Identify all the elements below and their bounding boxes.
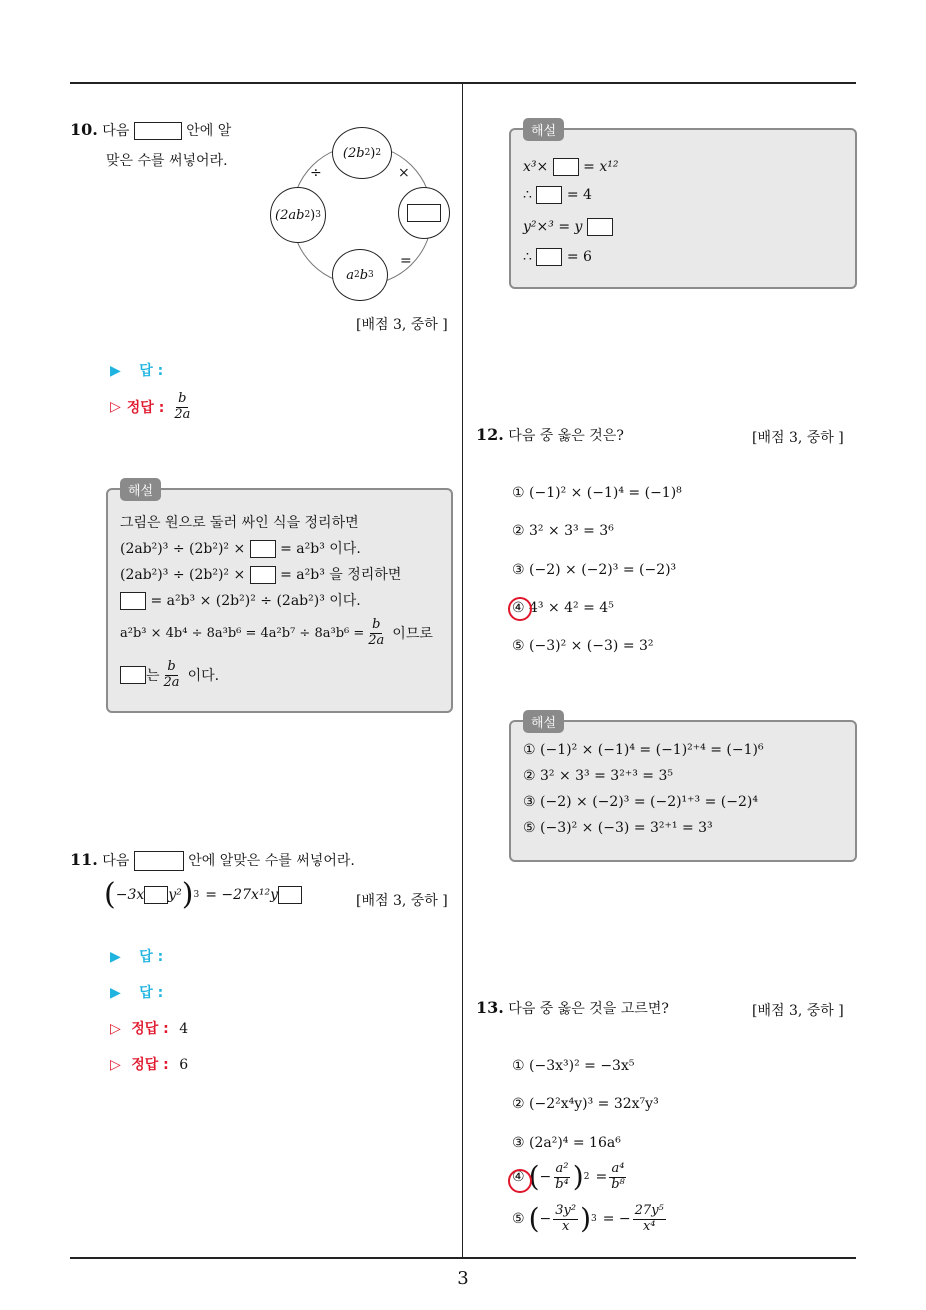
play-icon: ▶ — [110, 949, 121, 965]
correct-answer-row — [110, 1018, 188, 1038]
node-top: (2b 2 ) 2 — [332, 127, 392, 179]
question-text: 다음 — [102, 123, 130, 139]
selected-answer-marker — [508, 1169, 532, 1193]
answer-row — [110, 982, 163, 1002]
solution-line: y²×³ = y — [523, 218, 613, 236]
question-text: 다음 중 옳은 것을 고르면? — [508, 1001, 669, 1017]
question-number: 10. — [70, 120, 98, 139]
solution-line: x³× = x¹² — [523, 159, 619, 175]
correct-label: 정답 : — [131, 1021, 169, 1037]
solution-tag: 해설 — [523, 710, 564, 733]
answer-row — [110, 946, 163, 966]
question-13 — [476, 998, 669, 1018]
question-number: 12. — [476, 425, 504, 444]
question-12 — [476, 425, 624, 445]
option-2: ② 3² × 3³ = 3⁶ — [512, 523, 614, 539]
question-text: 안에 알 — [186, 123, 232, 139]
node-left: (2ab 2 ) 3 — [270, 187, 326, 243]
op-divide: ÷ — [310, 165, 322, 181]
question-11-equation: ( −3x y² ) 3 = −27x¹²y — [104, 880, 302, 910]
solution-line: 그림은 원으로 둘러 싸인 식을 정리하면 — [120, 515, 359, 531]
difficulty-label: [배점 3, 중하 ] — [752, 430, 844, 446]
solution-line: = a²b³ × (2b²)² ÷ (2ab²)³ 이다. — [120, 590, 361, 610]
answer-label: 답 : — [139, 949, 164, 965]
answer-blank — [407, 204, 441, 222]
outline-play-icon: ▷ — [110, 1057, 121, 1073]
correct-fraction: $\frac{b}{2a}$ — [174, 391, 191, 422]
correct-value: 4 — [179, 1021, 189, 1037]
solution-line: ∴ = 6 — [523, 249, 592, 265]
op-multiply: × — [398, 165, 410, 181]
outline-play-icon: ▷ — [110, 1021, 121, 1037]
answer-row — [110, 360, 163, 380]
bottom-rule — [70, 1257, 856, 1259]
solution-line: a²b³ × 4b⁴ ÷ 8a³b⁶ = 4a²b⁷ ÷ 8a³b⁶ = $\frac{b}{2a}$ 이므로 — [120, 617, 433, 648]
correct-answer-row — [110, 392, 194, 423]
cycle-diagram — [270, 125, 455, 305]
node-bottom: a 2 b 3 — [332, 249, 388, 301]
solution-line: (2ab²)³ ÷ (2b²)² × = a²b³ 을 정리하면 — [120, 567, 402, 583]
solution-line: 는 $\frac{b}{2a}$ 이다. — [120, 660, 219, 691]
question-text: 맞은 수를 써넣어라. — [106, 153, 228, 169]
option-3: ③ (−2) × (−2)³ = (−2)³ — [512, 562, 677, 578]
correct-answer-row — [110, 1054, 188, 1074]
play-icon: ▶ — [110, 363, 121, 379]
difficulty-label: [배점 3, 중하 ] — [356, 317, 448, 333]
question-text: 안에 알맞은 수를 써넣어라. — [188, 853, 355, 869]
page-number: 3 — [457, 1268, 469, 1289]
solution-box — [106, 484, 453, 713]
question-number: 11. — [70, 850, 98, 869]
top-rule — [70, 82, 856, 84]
solution-box — [509, 124, 857, 289]
correct-label: 정답 : — [131, 1057, 169, 1073]
option-2: ② (−2²x⁴y)³ = 32x⁷y³ — [512, 1096, 659, 1112]
option-5: ⑤ (−3)² × (−3) = 3² — [512, 638, 654, 654]
difficulty-label: [배점 3, 중하 ] — [752, 1003, 844, 1019]
solution-line: (2ab²)³ ÷ (2b²)² × = a²b³ 이다. — [120, 541, 361, 557]
solution-tag: 해설 — [120, 478, 161, 501]
correct-value: 6 — [179, 1057, 189, 1073]
node-right — [398, 187, 450, 239]
answer-label: 답 : — [139, 985, 164, 1001]
answer-blank — [134, 851, 184, 871]
question-text: 다음 중 옳은 것은? — [508, 428, 624, 444]
answer-blank — [134, 122, 182, 140]
solution-line: ③ (−2) × (−2)³ = (−2)¹⁺³ = (−2)⁴ — [523, 794, 758, 810]
play-icon: ▶ — [110, 985, 121, 1001]
difficulty-label: [배점 3, 중하 ] — [356, 893, 448, 909]
correct-label: 정답 : — [126, 400, 165, 417]
question-11 — [70, 850, 355, 871]
option-3: ③ (2a²)⁴ = 16a⁶ — [512, 1135, 621, 1151]
solution-tag: 해설 — [523, 118, 564, 141]
solution-line: ② 3² × 3³ = 3²⁺³ = 3⁵ — [523, 768, 673, 784]
column-divider — [462, 84, 463, 1257]
solution-line: ① (−1)² × (−1)⁴ = (−1)²⁺⁴ = (−1)⁶ — [523, 742, 764, 758]
option-4: ④ ( − $\frac{\text{a²}}{\text{b⁴}}$ ) 2 = $\frac{\text{a⁴}}{\text{b⁸}}$ — [512, 1160, 625, 1194]
option-1: ① (−3x³)² = −3x⁵ — [512, 1058, 635, 1074]
option-5: ⑤ ( − $\frac{\text{3y²}}{x}$ ) 3 = − $\frac{\text{27y⁵}}{\text{x⁴}}$ — [512, 1202, 664, 1236]
solution-line: ⑤ (−3)² × (−3) = 3²⁺¹ = 3³ — [523, 820, 713, 836]
question-number: 13. — [476, 998, 504, 1017]
solution-line: ∴ = 4 — [523, 187, 592, 203]
answer-label: 답 : — [139, 363, 164, 379]
option-4: ④ 4³ × 4² = 4⁵ — [512, 600, 614, 616]
selected-answer-marker — [508, 597, 532, 621]
outline-play-icon: ▷ — [110, 399, 121, 416]
solution-box — [509, 716, 857, 862]
question-text: 다음 — [102, 853, 130, 869]
question-10 — [70, 120, 250, 170]
op-equals: = — [400, 253, 412, 269]
option-1: ① (−1)² × (−1)⁴ = (−1)⁸ — [512, 485, 682, 501]
